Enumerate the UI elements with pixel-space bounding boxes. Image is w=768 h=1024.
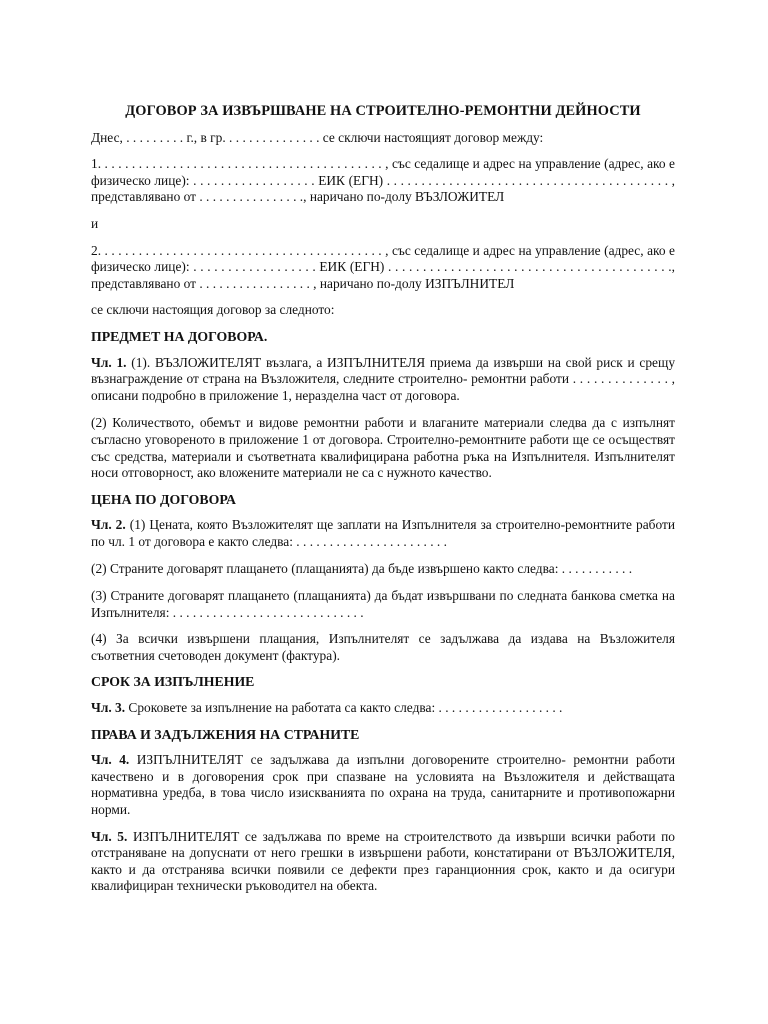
intro-paragraph: Днес, . . . . . . . . . г., в гр. . . . . . . . . . . . . . . се сключи настоящият договор между: bbox=[91, 129, 544, 145]
document-title: ДОГОВОР ЗА ИЗВЪРШВАНЕ НА СТРОИТЕЛНО-РЕМОНТНИ ДЕЙНОСТИ bbox=[125, 103, 641, 119]
section-heading-price: ЦЕНА ПО ДОГОВОРА bbox=[91, 491, 236, 507]
article-3-text: Сроковете за изпълнение на работата са както следва: . . . . . . . . . . . . . . . . . . . bbox=[125, 700, 563, 716]
section-heading-rights: ПРАВА И ЗАДЪЛЖЕНИЯ НА СТРАНИТЕ bbox=[91, 726, 360, 742]
party-one-paragraph: 1. . . . . . . . . . . . . . . . . . . . . . . . . . . . . . . . . . . . . . . . . . , със седалище и адрес на управление (адрес, ако е физическо лице): . . . . . . . . . . . . . . . . . . ЕИК (ЕГН) . . . . . . . . . . . . . . . . . . . . . . . . . . . . . . . . . . . . . . . . . , представлявано от . . . . . . . . . . . . . . . ., наричано по-долу ВЪЗЛОЖИТЕЛ bbox=[91, 156, 675, 205]
article-4-label: Чл. 4. bbox=[91, 752, 130, 768]
article-5-label: Чл. 5. bbox=[91, 828, 128, 844]
article-2-paragraph-4: (4) За всички извършени плащания, Изпълнителят се задължава да издава на Възложителя съответния счетоводен документ (фактура). bbox=[91, 631, 675, 663]
article-5-text: ИЗПЪЛНИТЕЛЯТ се задължава по време на строителството да извърши всички работи по отстраняване на допуснати от него грешки в извършени работи, констатирани от ВЪЗЛОЖИТЕЛЯ, както и да отстранява всички появили се дефекти през гаранционния срок, както и да осигури квалифициран технически ръководител на обекта. bbox=[91, 828, 675, 894]
section-heading-term: СРОК ЗА ИЗПЪЛНЕНИЕ bbox=[91, 674, 255, 690]
article-2-paragraph-1 bbox=[91, 517, 675, 550]
article-4-paragraph bbox=[91, 752, 675, 818]
article-1-paragraph-2: (2) Количеството, обемът и видове ремонтни работи и влаганите материали следва да с изпълнят съгласно уговореното в приложение 1 от договора. Строително-ремонтните работи ще се осъществят със средства, материали и съответната квалифицирана работна ръка на Изпълнителя. Изпълнителят носи отговорност, ако вложените материали не са с нужното качество. bbox=[91, 415, 675, 481]
article-2-text: (1) Цената, която Възложителят ще заплати на Изпълнителя за строително-ремонтните работи по чл. 1 от договора е както следва: . . . . . . . . . . . . . . . . . . . . . . . bbox=[91, 517, 675, 549]
article-2-paragraph-3: (3) Страните договарят плащането (плащанията) да бъдат извършвани по следната банкова сметка на Изпълнителя: . . . . . . . . . . . . . . . . . . . . . . . . . . . . . bbox=[91, 588, 675, 620]
concluded-paragraph: се сключи настоящия договор за следното: bbox=[91, 302, 335, 318]
party-two-paragraph: 2. . . . . . . . . . . . . . . . . . . . . . . . . . . . . . . . . . . . . . . . . . , със седалище и адрес на управление (адрес, ако е физическо лице): . . . . . . . . . . . . . . . . . . ЕИК (ЕГН) . . . . . . . . . . . . . . . . . . . . . . . . . . . . . . . . . . . . . . . . ., представлявано от . . . . . . . . . . . . . . . . . , наричано по-долу ИЗПЪЛНИТЕЛ bbox=[91, 242, 675, 291]
article-2-label: Чл. 2. bbox=[91, 517, 126, 533]
article-1-text: (1). ВЪЗЛОЖИТЕЛЯТ възлага, а ИЗПЪЛНИТЕЛЯ приема да извърши на свой риск и срещу възнаграждение от страна на Възложителя, следните строително- ремонтни работи . . . . . . . . . . . . . . , описани подробно в приложение 1, неразделна част от договора. bbox=[91, 354, 676, 403]
article-5-paragraph bbox=[91, 829, 675, 895]
article-3-label: Чл. 3. bbox=[91, 700, 126, 716]
article-1-paragraph-1 bbox=[91, 355, 675, 405]
article-4-text: ИЗПЪЛНИТЕЛЯТ се задължава да изпълни договорените строително- ремонтни работи качествено и в договорения срок при спазване на условията на Възложителя и действащата нормативна уредба, в това число изискванията по охрана на труда, санитарните и противопожарни норми. bbox=[91, 752, 676, 817]
article-3-paragraph bbox=[91, 700, 675, 717]
article-2-paragraph-2: (2) Страните договарят плащането (плащанията) да бъде извършено както следва: . . . . . . . . . . . bbox=[91, 561, 633, 577]
article-1-label: Чл. 1. bbox=[91, 354, 127, 370]
contract-page bbox=[91, 103, 675, 905]
conjunction-text: и bbox=[91, 215, 99, 231]
section-heading-subject: ПРЕДМЕТ НА ДОГОВОРА. bbox=[91, 328, 268, 344]
